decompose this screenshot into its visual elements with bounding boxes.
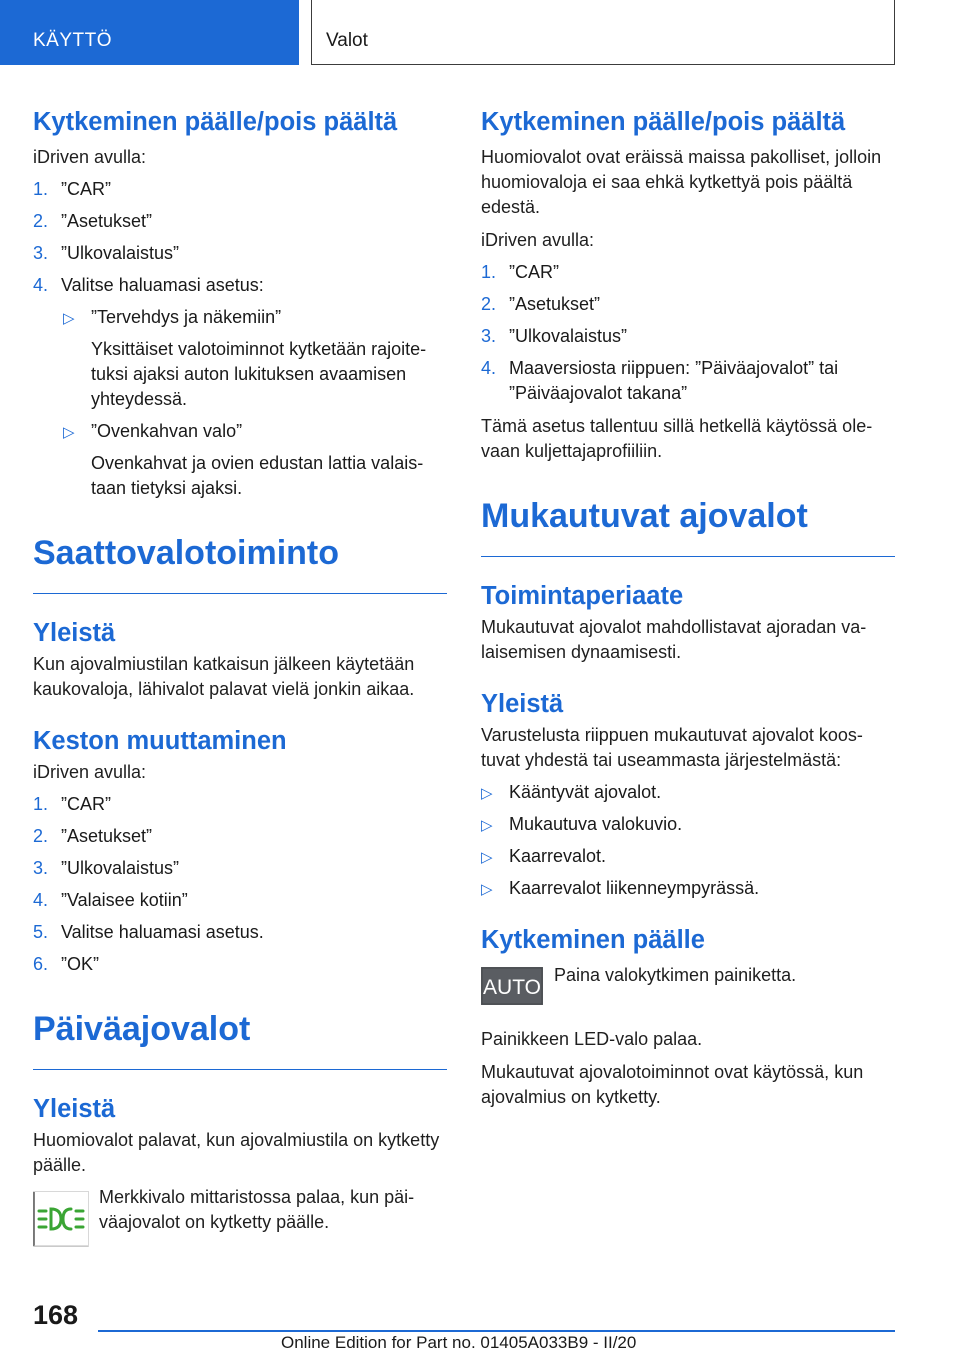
heading-adaptive-headlights: Mukautuvat ajovalot — [481, 494, 895, 557]
list-item: 1. ”CAR” — [481, 262, 559, 282]
paragraph: Painikkeen LED-valo palaa. — [481, 1029, 703, 1049]
list-item: ▷ Mukautuva valokuvio. — [481, 812, 895, 837]
list-item: ▷ Kaarrevalot. — [481, 844, 895, 869]
list-item: 4. Valitse haluamasi asetus: — [33, 275, 264, 295]
heading-switch-on: Kytkeminen päälle — [481, 926, 705, 954]
heading-general: Yleistä — [33, 619, 116, 647]
section-label: KÄYTTÖ — [33, 30, 113, 51]
triangle-bullet-icon: ▷ — [63, 424, 75, 441]
heading-general: Yleistä — [33, 1095, 116, 1123]
list-item: ▷ Kääntyvät ajovalot. — [481, 780, 895, 805]
triangle-bullet-icon: ▷ — [481, 817, 493, 834]
list-item: 5. Valitse haluamasi asetus. — [33, 922, 264, 942]
list-item: 1. ”CAR” — [33, 179, 111, 199]
paragraph: Varustelusta riippuen mukautuvat ajovalot koostuvat yhdestä tai useammasta järjestelmästä: — [481, 725, 863, 770]
edition-info: Online Edition for Part no. 01405A033B9 - II/20 — [281, 1333, 637, 1352]
auto-button-icon — [481, 967, 543, 1005]
paragraph: Huomiovalot palavat, kun ajovalmiustila on kytketty päälle. — [33, 1130, 440, 1175]
auto-button-label: AUTO — [483, 976, 541, 999]
heading-general: Yleistä — [481, 690, 564, 718]
paragraph: Kun ajovalmiustilan katkaisun jälkeen käytetään kaukovaloja, lähivalot palavat vielä jonkin aikaa. — [33, 654, 415, 699]
step-list-2 — [33, 792, 447, 977]
system-list — [481, 780, 895, 901]
section-tab — [0, 0, 299, 65]
heading-switch-on-off: Kytkeminen päälle/pois päältä — [481, 108, 846, 136]
list-item: ▷ ”Ovenkahvan valo” — [63, 419, 447, 444]
step-list-1 — [33, 177, 447, 298]
indicator-row — [33, 1185, 447, 1241]
heading-follow-me-home: Saattovalotoiminto — [33, 531, 447, 594]
option-list — [63, 305, 447, 330]
heading-daytime-lights: Päiväajovalot — [33, 1007, 447, 1070]
list-item: 4. Maaversiosta riippuen: ”Päiväajovalot” tai ”Päiväajovalot takana” — [481, 358, 839, 403]
triangle-bullet-icon: ▷ — [481, 881, 493, 898]
paragraph: Mukautuvat ajovalotoiminnot ovat käytössä, kun ajovalmius on kytketty. — [481, 1062, 864, 1107]
list-item: 3. ”Ulkovalaistus” — [33, 243, 180, 263]
paragraph: Huomiovalot ovat eräissä maissa pakolliset, jolloin huomiovaloja ei saa ehkä kytkettyä pois päältä edestä. — [481, 147, 882, 217]
list-item: 2. ”Asetukset” — [33, 211, 153, 231]
step-list-3 — [481, 260, 895, 406]
list-item: 4. ”Valaisee kotiin” — [33, 890, 188, 910]
heading-change-duration: Keston muuttaminen — [33, 727, 287, 755]
chapter-header — [311, 0, 895, 65]
list-item: 3. ”Ulkovalaistus” — [481, 326, 628, 346]
list-item: 2. ”Asetukset” — [33, 826, 153, 846]
heading-switch-on-off: Kytkeminen päälle/pois päältä — [33, 108, 398, 136]
heading-principle: Toimintaperiaate — [481, 582, 684, 610]
option-description: Ovenkahvat ja ovien edustan lattia valaistaan tietyksi ajaksi. — [91, 453, 424, 498]
page-number: 168 — [33, 1300, 79, 1330]
option-list — [63, 419, 447, 444]
left-column — [33, 100, 447, 1241]
list-item: 2. ”Asetukset” — [481, 294, 601, 314]
list-item: ▷ ”Tervehdys ja näkemiin” — [63, 305, 447, 330]
idrive-intro: iDriven avulla: — [33, 147, 147, 167]
paragraph: Tämä asetus tallentuu sillä hetkellä käytössä olevaan kuljettajaprofiiliin. — [481, 416, 873, 461]
right-column — [481, 100, 895, 1110]
indicator-description: Merkkivalo mittaristossa palaa, kun päiväajovalot on kytketty päälle. — [99, 1187, 415, 1232]
idrive-intro: iDriven avulla: — [481, 230, 595, 250]
chapter-label: Valot — [326, 30, 368, 51]
list-item: 6. ”OK” — [33, 954, 99, 974]
footer-divider — [98, 1330, 895, 1332]
list-item: 3. ”Ulkovalaistus” — [33, 858, 180, 878]
paragraph: Mukautuvat ajovalot mahdollistavat ajoradan valaisemisen dynaamisesti. — [481, 617, 867, 662]
triangle-bullet-icon: ▷ — [63, 310, 75, 327]
option-description: Yksittäiset valotoiminnot kytketään rajoitetuksi ajaksi auton lukituksen avaamisen yhteydessä. — [91, 339, 427, 409]
triangle-bullet-icon: ▷ — [481, 785, 493, 802]
triangle-bullet-icon: ▷ — [481, 849, 493, 866]
button-description: Paina valokytkimen painiketta. — [554, 965, 797, 985]
button-row — [481, 963, 895, 1019]
idrive-intro: iDriven avulla: — [33, 762, 147, 782]
list-item: 1. ”CAR” — [33, 794, 111, 814]
list-item: ▷ Kaarrevalot liikenneympyrässä. — [481, 876, 895, 901]
daytime-light-indicator-icon — [33, 1191, 89, 1247]
